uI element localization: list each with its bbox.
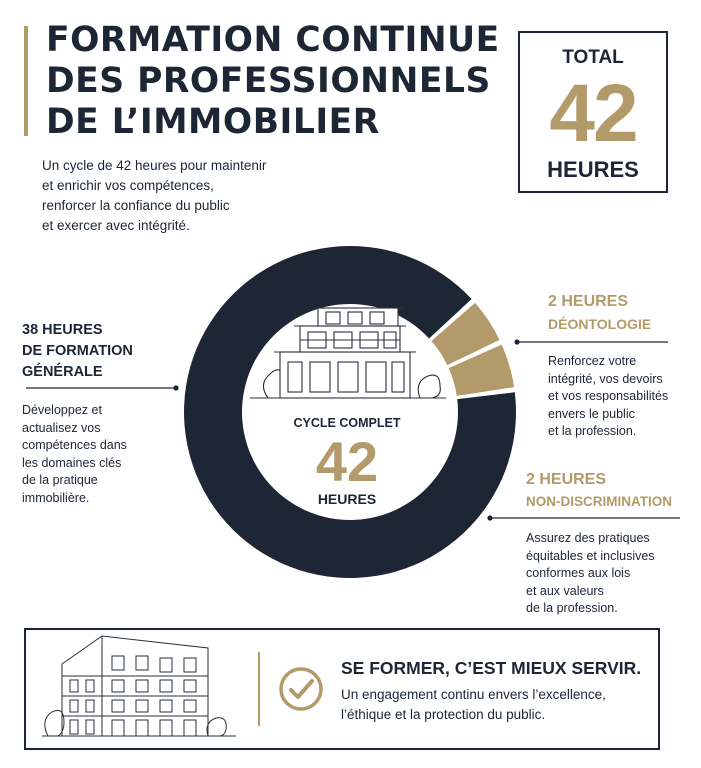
segment-nondiscrimination-description — [526, 530, 655, 618]
segment-desc-line: Renforcez votre — [548, 354, 637, 368]
footer-text-line: Un engagement continu envers l’excellence, — [341, 687, 606, 702]
segment-title-line: DÉONTOLOGIE — [548, 316, 652, 332]
footer-divider — [258, 652, 260, 726]
title-line: FORMATION CONTINUE — [46, 20, 500, 60]
center-unit: HEURES — [317, 491, 377, 507]
segment-desc-line: Développez et — [22, 403, 102, 417]
segment-nondiscrimination-title — [526, 469, 672, 513]
connector-dot-nondiscrimination — [487, 515, 492, 520]
segment-title-line: GÉNÉRALE — [22, 364, 103, 380]
segment-title-line: 38 HEURES — [22, 322, 103, 338]
intro-line: et exercer avec intégrité. — [42, 218, 190, 233]
total-value: 42 — [549, 68, 637, 159]
segment-title-line: 2 HEURES — [526, 471, 607, 488]
footer-text — [341, 685, 606, 725]
segment-desc-line: compétences dans — [22, 438, 127, 452]
segment-ethics-description — [548, 353, 668, 441]
segment-desc-line: immobilière. — [22, 490, 90, 505]
segment-title-line: DE FORMATION — [22, 343, 133, 359]
classic-building-illustration — [40, 630, 240, 746]
center-value: 42 — [315, 430, 379, 493]
connector-dot-general — [173, 385, 178, 390]
check-circle-icon — [278, 666, 324, 712]
title-line: DE L’IMMOBILIER — [46, 102, 380, 142]
segment-title-line: NON-DISCRIMINATION — [526, 494, 672, 509]
segment-desc-line: et la profession. — [548, 424, 637, 438]
intro-line: Un cycle de 42 heures pour maintenir — [42, 158, 267, 173]
segment-ethics-title — [548, 290, 651, 336]
segment-general-title — [22, 320, 133, 383]
segment-desc-line: envers le public — [548, 406, 635, 421]
segment-desc-line: et vos responsabilités — [548, 389, 669, 403]
segment-general-description — [22, 402, 127, 507]
intro-line: et enrichir vos compétences, — [42, 178, 214, 193]
footer-text-line: l’éthique et la protection du public. — [341, 707, 546, 722]
total-unit: HEURES — [547, 157, 639, 182]
segment-desc-line: de la profession. — [526, 601, 618, 615]
center-caption: CYCLE COMPLET — [293, 416, 401, 430]
title-line: DES PROFESSIONNELS — [46, 61, 491, 101]
segment-desc-line: équitables et inclusives — [526, 548, 655, 563]
footer-heading: SE FORMER, C’EST MIEUX SERVIR. — [341, 658, 642, 678]
segment-desc-line: intégrité, vos devoirs — [548, 371, 663, 386]
segment-desc-line: les domaines clés — [22, 455, 122, 470]
segment-desc-line: de la pratique — [22, 473, 98, 487]
connector-dot-ethics — [514, 339, 519, 344]
segment-desc-line: et aux valeurs — [526, 583, 604, 598]
total-label: TOTAL — [562, 47, 624, 68]
segment-title-line: 2 HEURES — [548, 293, 629, 310]
segment-desc-line: Assurez des pratiques — [526, 531, 650, 545]
segment-desc-line: actualisez vos — [22, 420, 101, 435]
segment-desc-line: conformes aux lois — [526, 566, 631, 580]
intro-line: renforcer la confiance du public — [42, 198, 230, 213]
